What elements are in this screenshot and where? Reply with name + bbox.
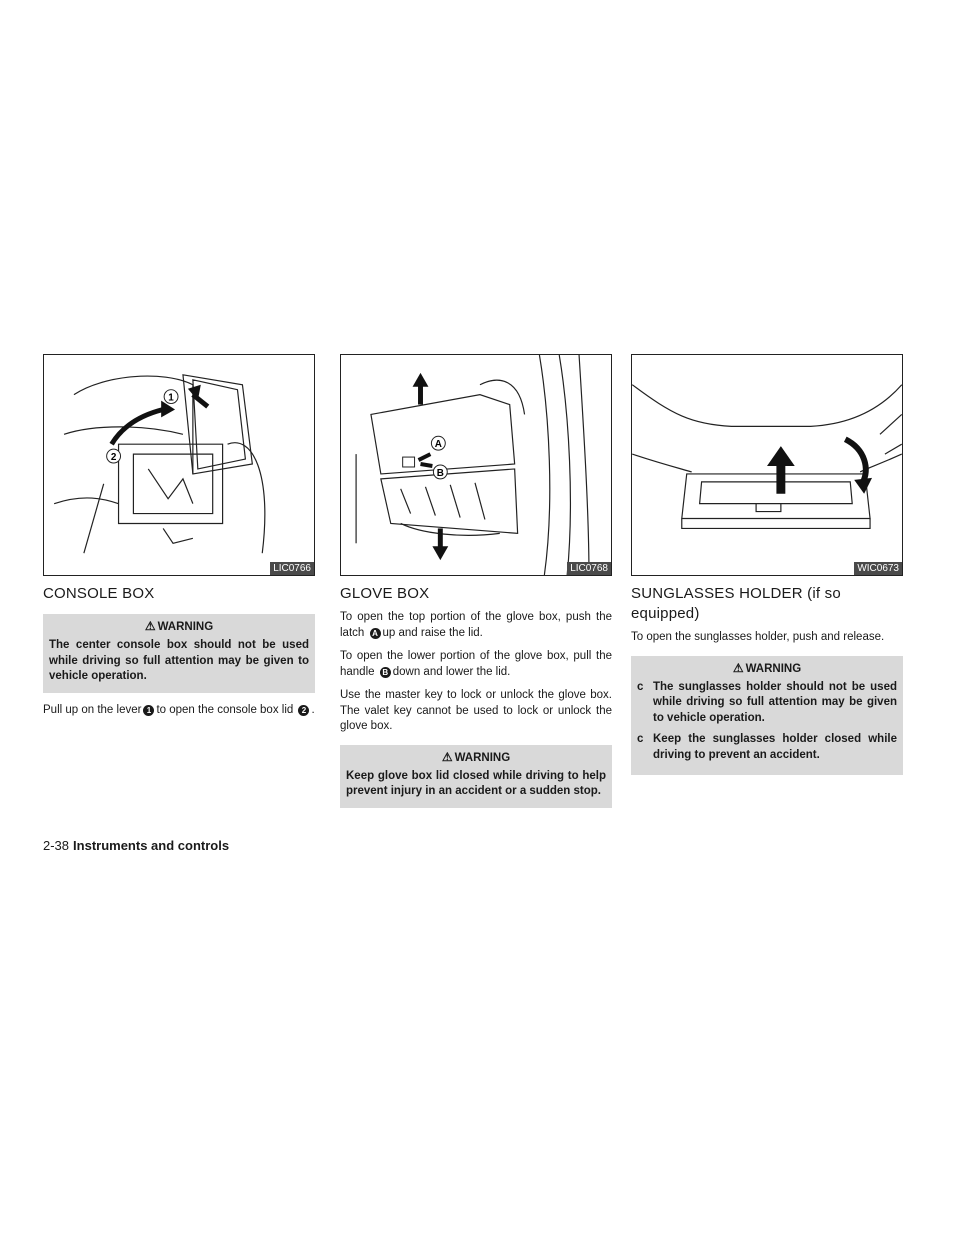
- callout-2: 2: [110, 452, 117, 464]
- callout-1: 1: [168, 392, 174, 404]
- sunglasses-instructions: To open the sunglasses holder, push and release.: [631, 631, 885, 643]
- glove-top-instructions: To open the top portion of the glove box, push the latch A up and raise the lid.: [340, 611, 612, 639]
- console-instructions: Pull up on the lever 1 to open the console box lid 2 .: [43, 703, 315, 716]
- warning-title: ⚠ WARNING: [732, 660, 802, 675]
- figure-code: WIC0673: [854, 562, 902, 575]
- heading-glove-box: GLOVE BOX: [340, 585, 430, 602]
- warning-list: [637, 680, 897, 764]
- console-box-illustration: [44, 355, 314, 575]
- warning-box: [340, 745, 612, 808]
- warning-item: c The sunglasses holder should not be used while driving so full attention may be given to vehicle operation.: [637, 680, 897, 724]
- heading-console-box: CONSOLE BOX: [43, 585, 155, 602]
- column-glove-box: [340, 354, 612, 818]
- warning-triangle-icon: ⚠: [441, 749, 453, 764]
- sunglasses-holder-illustration: [632, 355, 902, 575]
- callout-badge-A: A: [370, 628, 381, 639]
- warning-title: ⚠ WARNING: [144, 619, 214, 633]
- warning-triangle-icon: ⚠: [732, 660, 744, 675]
- warning-triangle-icon: ⚠: [144, 619, 156, 633]
- warning-text: The center console box should not be used while driving so full attention may be given to vehicle operation.: [49, 639, 309, 682]
- heading-sunglasses-holder: SUNGLASSES HOLDER (if so equipped): [631, 585, 841, 622]
- warning-text: Keep glove box lid closed while driving to help prevent injury in an accident or a sudden stop.: [346, 769, 606, 797]
- column-console-box: [43, 354, 315, 726]
- glove-key-note: Use the master key to lock or unlock the glove box. The valet key cannot be used to lock or unlock the glove box.: [340, 689, 612, 732]
- figure-sunglasses-holder: [631, 354, 903, 576]
- page-number: 2-38: [43, 838, 70, 853]
- figure-code: LIC0768: [567, 562, 611, 575]
- column-sunglasses-holder: [631, 354, 903, 785]
- callout-A: A: [434, 439, 442, 451]
- glove-box-illustration: [341, 355, 611, 575]
- section-title: Instruments and controls: [73, 838, 230, 853]
- figure-glove-box: [340, 354, 612, 576]
- glove-lower-instructions: To open the lower portion of the glove box, pull the handle B down and lower the lid.: [340, 650, 612, 678]
- callout-badge-2: 2: [298, 705, 309, 716]
- page-footer: [43, 838, 229, 853]
- warning-box: [631, 656, 903, 776]
- warning-box: [43, 614, 315, 693]
- warning-title: ⚠ WARNING: [441, 749, 511, 764]
- figure-code: LIC0766: [270, 562, 314, 575]
- callout-badge-1: 1: [143, 705, 154, 716]
- callout-B: B: [436, 467, 444, 479]
- warning-item: c Keep the sunglasses holder closed while driving to prevent an accident.: [637, 733, 897, 761]
- figure-console-box: [43, 354, 315, 576]
- callout-badge-B: B: [380, 667, 391, 678]
